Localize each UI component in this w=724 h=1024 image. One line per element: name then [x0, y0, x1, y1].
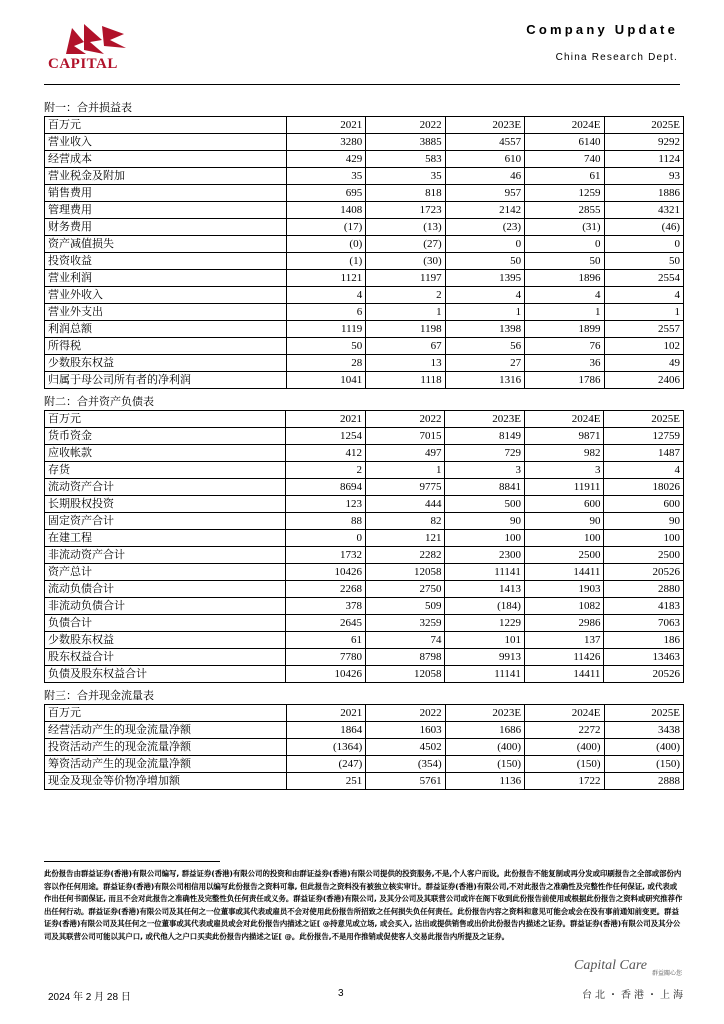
table-row [45, 598, 684, 615]
table-row [45, 496, 684, 513]
footnote-divider [44, 861, 220, 862]
cell-value: 20526 [604, 564, 684, 581]
table-row [45, 185, 684, 202]
cell-value: 121 [365, 530, 444, 547]
year-header: 2022 [366, 705, 445, 722]
cell-value: 50 [445, 253, 524, 270]
cell-value: 982 [524, 445, 604, 462]
cell-value: (150) [525, 756, 604, 773]
report-type: Company Update [526, 22, 678, 37]
cell-value: 1 [604, 304, 683, 321]
cell-value: 1316 [445, 372, 524, 389]
cell-value: 50 [286, 338, 365, 355]
cell-value: 3885 [366, 134, 445, 151]
table-row [45, 666, 684, 683]
cell-value: 1723 [366, 202, 445, 219]
row-label: 投资活动产生的现金流量净额 [45, 739, 287, 756]
row-label: 资产减值损失 [45, 236, 287, 253]
table-row [45, 530, 684, 547]
cell-value: 2268 [286, 581, 365, 598]
cell-value: 2554 [604, 270, 683, 287]
table-row [45, 236, 684, 253]
cell-value: 11141 [445, 564, 525, 581]
cell-value: 1259 [525, 185, 604, 202]
row-label: 筹资活动产生的现金流量净额 [45, 756, 287, 773]
table-row [45, 168, 684, 185]
row-label: 负债及股东权益合计 [45, 666, 286, 683]
row-label: 少数股东权益 [45, 632, 286, 649]
table-row [45, 649, 684, 666]
cell-value: 13 [366, 355, 445, 372]
cell-value: 2645 [286, 615, 365, 632]
table-row [45, 632, 684, 649]
year-header: 2023E [445, 705, 524, 722]
cell-value: 8694 [286, 479, 365, 496]
cell-value: 1229 [445, 615, 525, 632]
table-row [45, 304, 684, 321]
cell-value: 186 [604, 632, 684, 649]
cell-value: 67 [366, 338, 445, 355]
row-label: 股东权益合计 [45, 649, 286, 666]
cell-value: 2300 [445, 547, 525, 564]
cell-value: 1 [365, 462, 444, 479]
cell-value: 90 [524, 513, 604, 530]
cell-value: 10426 [286, 564, 365, 581]
cell-value: 27 [445, 355, 524, 372]
cell-value: 0 [604, 236, 683, 253]
cell-value: 14411 [524, 564, 604, 581]
cell-value: 9913 [445, 649, 525, 666]
cell-value: 3 [445, 462, 525, 479]
table-row [45, 739, 684, 756]
unit-header: 百万元 [45, 705, 287, 722]
row-label: 营业外支出 [45, 304, 287, 321]
row-label: 非流动资产合计 [45, 547, 286, 564]
cell-value: 100 [445, 530, 525, 547]
disclaimer-text: 此份报告由群益证券(香港)有限公司编写, 群益证券(香港)有限公司的投资和由群证益券(香港)有限公司提供的投资服务,不是,个人客户而设。此份报告不能复制或再分发或印刷报告之全部或部份内容以作任何用途。群益证券(香港)有限公司相信用以编写此份报告之资料可靠, 但此报告之资料没有被独立核实审计。群益证券(香港)有限公司,不对此报告之准确性及完整性作任何保证, 或代表或作出任何书面保证, 而且不会对此报告之准确性及完整性负任何责任或义务。群益证券(香港)有限公司, 及其分公司及其联营公司或许在阁下收到此份报告前使用或根据此份报告之资料或研究推荐作出任何行动。群益证券(香港)有限公司及其任何之一位董事或其代表或雇员不会对使用此份报告所招致之任何损失负任何责任。此份报告内容之资料和意见可能会或会在没有事前通知前变更。群益证券(香港)有限公司及其任何之一位董事或其代表或雇员或会对此份报告内描述之证[ @持意见或立场, 或会买入, 沽出或提供销售或出价此份报告内描述之证券。群益证券(香港)有限公司及其分公司及其联营公司可能以其户口, 或代他人之户口买卖此份报告内描述之证[ @。此份报告,不是用作推销或促使客人交易此报告内所提及之证券。 [44, 869, 683, 941]
cell-value: 583 [366, 151, 445, 168]
cell-value: 4 [445, 287, 524, 304]
row-label: 营业税金及附加 [45, 168, 287, 185]
cell-value: 1722 [525, 773, 604, 790]
cell-value: (400) [525, 739, 604, 756]
year-header: 2021 [286, 411, 365, 428]
table-row [45, 445, 684, 462]
cell-value: 12759 [604, 428, 684, 445]
cell-value: 2750 [365, 581, 444, 598]
table-row [45, 428, 684, 445]
cell-value: 1686 [445, 722, 524, 739]
unit-header: 百万元 [45, 117, 287, 134]
cell-value: 137 [524, 632, 604, 649]
row-label: 货币资金 [45, 428, 286, 445]
cell-value: 76 [525, 338, 604, 355]
row-label: 负债合计 [45, 615, 286, 632]
cell-value: 4 [604, 462, 684, 479]
cell-value: 56 [445, 338, 524, 355]
cell-value: (150) [604, 756, 683, 773]
cell-value: 1732 [286, 547, 365, 564]
cell-value: 101 [445, 632, 525, 649]
row-label: 非流动负债合计 [45, 598, 286, 615]
row-label: 应收帐款 [45, 445, 286, 462]
cell-value: (1364) [286, 739, 365, 756]
cell-value: 88 [286, 513, 365, 530]
cell-value: 82 [365, 513, 444, 530]
cell-value: 600 [604, 496, 684, 513]
cash-flow-table [44, 704, 684, 790]
year-header: 2021 [286, 705, 365, 722]
cell-value: 11911 [524, 479, 604, 496]
cell-value: 100 [524, 530, 604, 547]
cell-value: 35 [366, 168, 445, 185]
cell-value: 102 [604, 338, 683, 355]
cell-value: 378 [286, 598, 365, 615]
cell-value: 1254 [286, 428, 365, 445]
row-label: 归属于母公司所有者的净利润 [45, 372, 287, 389]
cell-value: (31) [525, 219, 604, 236]
cell-value: 1118 [366, 372, 445, 389]
cell-value: 10426 [286, 666, 365, 683]
cell-value: 18026 [604, 479, 684, 496]
cell-value: 444 [365, 496, 444, 513]
table-row [45, 270, 684, 287]
income-statement-title: 附一：合并损益表 [44, 102, 132, 114]
row-label: 经营成本 [45, 151, 287, 168]
cell-value: 5761 [366, 773, 445, 790]
cell-value: 2 [286, 462, 365, 479]
cell-value: 610 [445, 151, 524, 168]
table-row [45, 321, 684, 338]
table-row [45, 479, 684, 496]
cell-value: 1124 [604, 151, 683, 168]
cell-value: 3259 [365, 615, 444, 632]
capital-care-tagline: 群益關心您 [652, 970, 683, 977]
table-row [45, 547, 684, 564]
cell-value: 509 [365, 598, 444, 615]
cell-value: 28 [286, 355, 365, 372]
cell-value: 123 [286, 496, 365, 513]
cell-value: 1 [525, 304, 604, 321]
cell-value: (247) [286, 756, 365, 773]
table-row [45, 253, 684, 270]
cell-value: 9775 [365, 479, 444, 496]
cell-value: 729 [445, 445, 525, 462]
cell-value: 2986 [524, 615, 604, 632]
cell-value: 6 [286, 304, 365, 321]
cell-value: 7780 [286, 649, 365, 666]
cell-value: (46) [604, 219, 683, 236]
cell-value: 93 [604, 168, 683, 185]
row-label: 现金及现金等价物净增加额 [45, 773, 287, 790]
row-label: 经营活动产生的现金流量净额 [45, 722, 287, 739]
cell-value: 61 [525, 168, 604, 185]
department: China Research Dept. [555, 52, 678, 63]
cell-value: 4502 [366, 739, 445, 756]
year-header: 2023E [445, 411, 525, 428]
cell-value: 1398 [445, 321, 524, 338]
table-row [45, 151, 684, 168]
year-header: 2024E [525, 705, 604, 722]
cell-value: 61 [286, 632, 365, 649]
cell-value: 9292 [604, 134, 683, 151]
cell-value: 1136 [445, 773, 524, 790]
cell-value: 1041 [286, 372, 365, 389]
cell-value: 1603 [366, 722, 445, 739]
cell-value: 2500 [524, 547, 604, 564]
year-header: 2024E [524, 411, 604, 428]
cell-value: 1121 [286, 270, 365, 287]
row-label: 所得税 [45, 338, 287, 355]
cell-value: 1899 [525, 321, 604, 338]
row-label: 财务费用 [45, 219, 287, 236]
cell-value: (400) [445, 739, 524, 756]
cell-value: 1786 [525, 372, 604, 389]
header-divider [44, 84, 680, 85]
year-header: 2025E [604, 411, 684, 428]
cell-value: 1 [366, 304, 445, 321]
cell-value: 4 [604, 287, 683, 304]
row-label: 流动资产合计 [45, 479, 286, 496]
row-label: 存货 [45, 462, 286, 479]
cell-value: 0 [525, 236, 604, 253]
cell-value: 1082 [524, 598, 604, 615]
table-row [45, 564, 684, 581]
cell-value: 74 [365, 632, 444, 649]
cell-value: (150) [445, 756, 524, 773]
cell-value: 1198 [366, 321, 445, 338]
table-row [45, 202, 684, 219]
row-label: 管理费用 [45, 202, 287, 219]
cell-value: 2142 [445, 202, 524, 219]
table-header-row [45, 117, 684, 134]
cell-value: 2557 [604, 321, 683, 338]
cell-value: 3 [524, 462, 604, 479]
table-row [45, 219, 684, 236]
row-label: 利润总额 [45, 321, 287, 338]
table-header-row [45, 705, 684, 722]
cell-value: 12058 [365, 564, 444, 581]
cell-value: 7015 [365, 428, 444, 445]
cell-value: 7063 [604, 615, 684, 632]
year-header: 2022 [365, 411, 444, 428]
table-row [45, 355, 684, 372]
cell-value: 1395 [445, 270, 524, 287]
cell-value: 0 [445, 236, 524, 253]
cell-value: 429 [286, 151, 365, 168]
unit-header: 百万元 [45, 411, 286, 428]
cash-flow-title: 附三：合并现金流量表 [44, 690, 154, 702]
cell-value: 1903 [524, 581, 604, 598]
cell-value: 600 [524, 496, 604, 513]
cell-value: 11426 [524, 649, 604, 666]
cell-value: 50 [525, 253, 604, 270]
cell-value: 2272 [525, 722, 604, 739]
cell-value: (1) [286, 253, 365, 270]
row-label: 销售费用 [45, 185, 287, 202]
cell-value: 100 [604, 530, 684, 547]
cell-value: 1864 [286, 722, 365, 739]
cell-value: 1487 [604, 445, 684, 462]
page-number: 3 [338, 988, 344, 999]
cell-value: 0 [286, 530, 365, 547]
income-statement-table [44, 116, 684, 389]
cell-value: 251 [286, 773, 365, 790]
cell-value: 90 [604, 513, 684, 530]
cell-value: 8841 [445, 479, 525, 496]
cell-value: 4183 [604, 598, 684, 615]
row-label: 流动负债合计 [45, 581, 286, 598]
table-header-row [45, 411, 684, 428]
table-row [45, 581, 684, 598]
table-row [45, 773, 684, 790]
table-row [45, 513, 684, 530]
cell-value: 36 [525, 355, 604, 372]
cell-value: 497 [365, 445, 444, 462]
row-label: 营业利润 [45, 270, 287, 287]
cell-value: (27) [366, 236, 445, 253]
cell-value: 740 [525, 151, 604, 168]
brand-name: CAPITAL [48, 56, 118, 72]
cell-value: 1886 [604, 185, 683, 202]
cell-value: 4 [286, 287, 365, 304]
cell-value: 2500 [604, 547, 684, 564]
cell-value: 50 [604, 253, 683, 270]
year-header: 2025E [604, 705, 683, 722]
cell-value: 412 [286, 445, 365, 462]
cell-value: (400) [604, 739, 683, 756]
cell-value: 2406 [604, 372, 683, 389]
cell-value: 1197 [366, 270, 445, 287]
cell-value: 2880 [604, 581, 684, 598]
row-label: 长期股权投资 [45, 496, 286, 513]
row-label: 营业外收入 [45, 287, 287, 304]
cell-value: 9871 [524, 428, 604, 445]
cell-value: (23) [445, 219, 524, 236]
cell-value: 2 [366, 287, 445, 304]
cell-value: 3280 [286, 134, 365, 151]
office-cities: 台北・香港・上海 [582, 990, 686, 1001]
row-label: 资产总计 [45, 564, 286, 581]
cell-value: 818 [366, 185, 445, 202]
table-row [45, 722, 684, 739]
cell-value: (13) [366, 219, 445, 236]
table-row [45, 338, 684, 355]
report-date: 2024 年 2 月 28 日 [48, 992, 131, 1003]
year-header: 2024E [525, 117, 604, 134]
cell-value: 2282 [365, 547, 444, 564]
cell-value: 1413 [445, 581, 525, 598]
cell-value: (30) [366, 253, 445, 270]
cell-value: 4321 [604, 202, 683, 219]
cell-value: 12058 [365, 666, 444, 683]
row-label: 投资收益 [45, 253, 287, 270]
cell-value: 957 [445, 185, 524, 202]
year-header: 2022 [366, 117, 445, 134]
table-row [45, 287, 684, 304]
cell-value: 500 [445, 496, 525, 513]
cell-value: 14411 [524, 666, 604, 683]
cell-value: 2855 [525, 202, 604, 219]
cell-value: 35 [286, 168, 365, 185]
year-header: 2025E [604, 117, 683, 134]
row-label: 在建工程 [45, 530, 286, 547]
row-label: 营业收入 [45, 134, 287, 151]
balance-sheet-title: 附二：合并资产负债表 [44, 396, 154, 408]
cell-value: 8149 [445, 428, 525, 445]
cell-value: 46 [445, 168, 524, 185]
cell-value: 1119 [286, 321, 365, 338]
cell-value: (184) [445, 598, 525, 615]
cell-value: (0) [286, 236, 365, 253]
cell-value: 3438 [604, 722, 683, 739]
cell-value: 11141 [445, 666, 525, 683]
cell-value: 1408 [286, 202, 365, 219]
year-header: 2023E [445, 117, 524, 134]
cell-value: 4 [525, 287, 604, 304]
table-row [45, 462, 684, 479]
cell-value: 90 [445, 513, 525, 530]
cell-value: 6140 [525, 134, 604, 151]
cell-value: 20526 [604, 666, 684, 683]
cell-value: 1896 [525, 270, 604, 287]
row-label: 固定资产合计 [45, 513, 286, 530]
balance-sheet-table [44, 410, 684, 683]
cell-value: 695 [286, 185, 365, 202]
cell-value: 13463 [604, 649, 684, 666]
cell-value: 4557 [445, 134, 524, 151]
table-row [45, 134, 684, 151]
cell-value: 2888 [604, 773, 683, 790]
cell-value: (354) [366, 756, 445, 773]
capital-care-logo: Capital Care [574, 958, 647, 973]
cell-value: (17) [286, 219, 365, 236]
cell-value: 49 [604, 355, 683, 372]
table-row [45, 372, 684, 389]
table-row [45, 615, 684, 632]
table-row [45, 756, 684, 773]
year-header: 2021 [286, 117, 365, 134]
cell-value: 8798 [365, 649, 444, 666]
cell-value: 1 [445, 304, 524, 321]
row-label: 少数股东权益 [45, 355, 287, 372]
